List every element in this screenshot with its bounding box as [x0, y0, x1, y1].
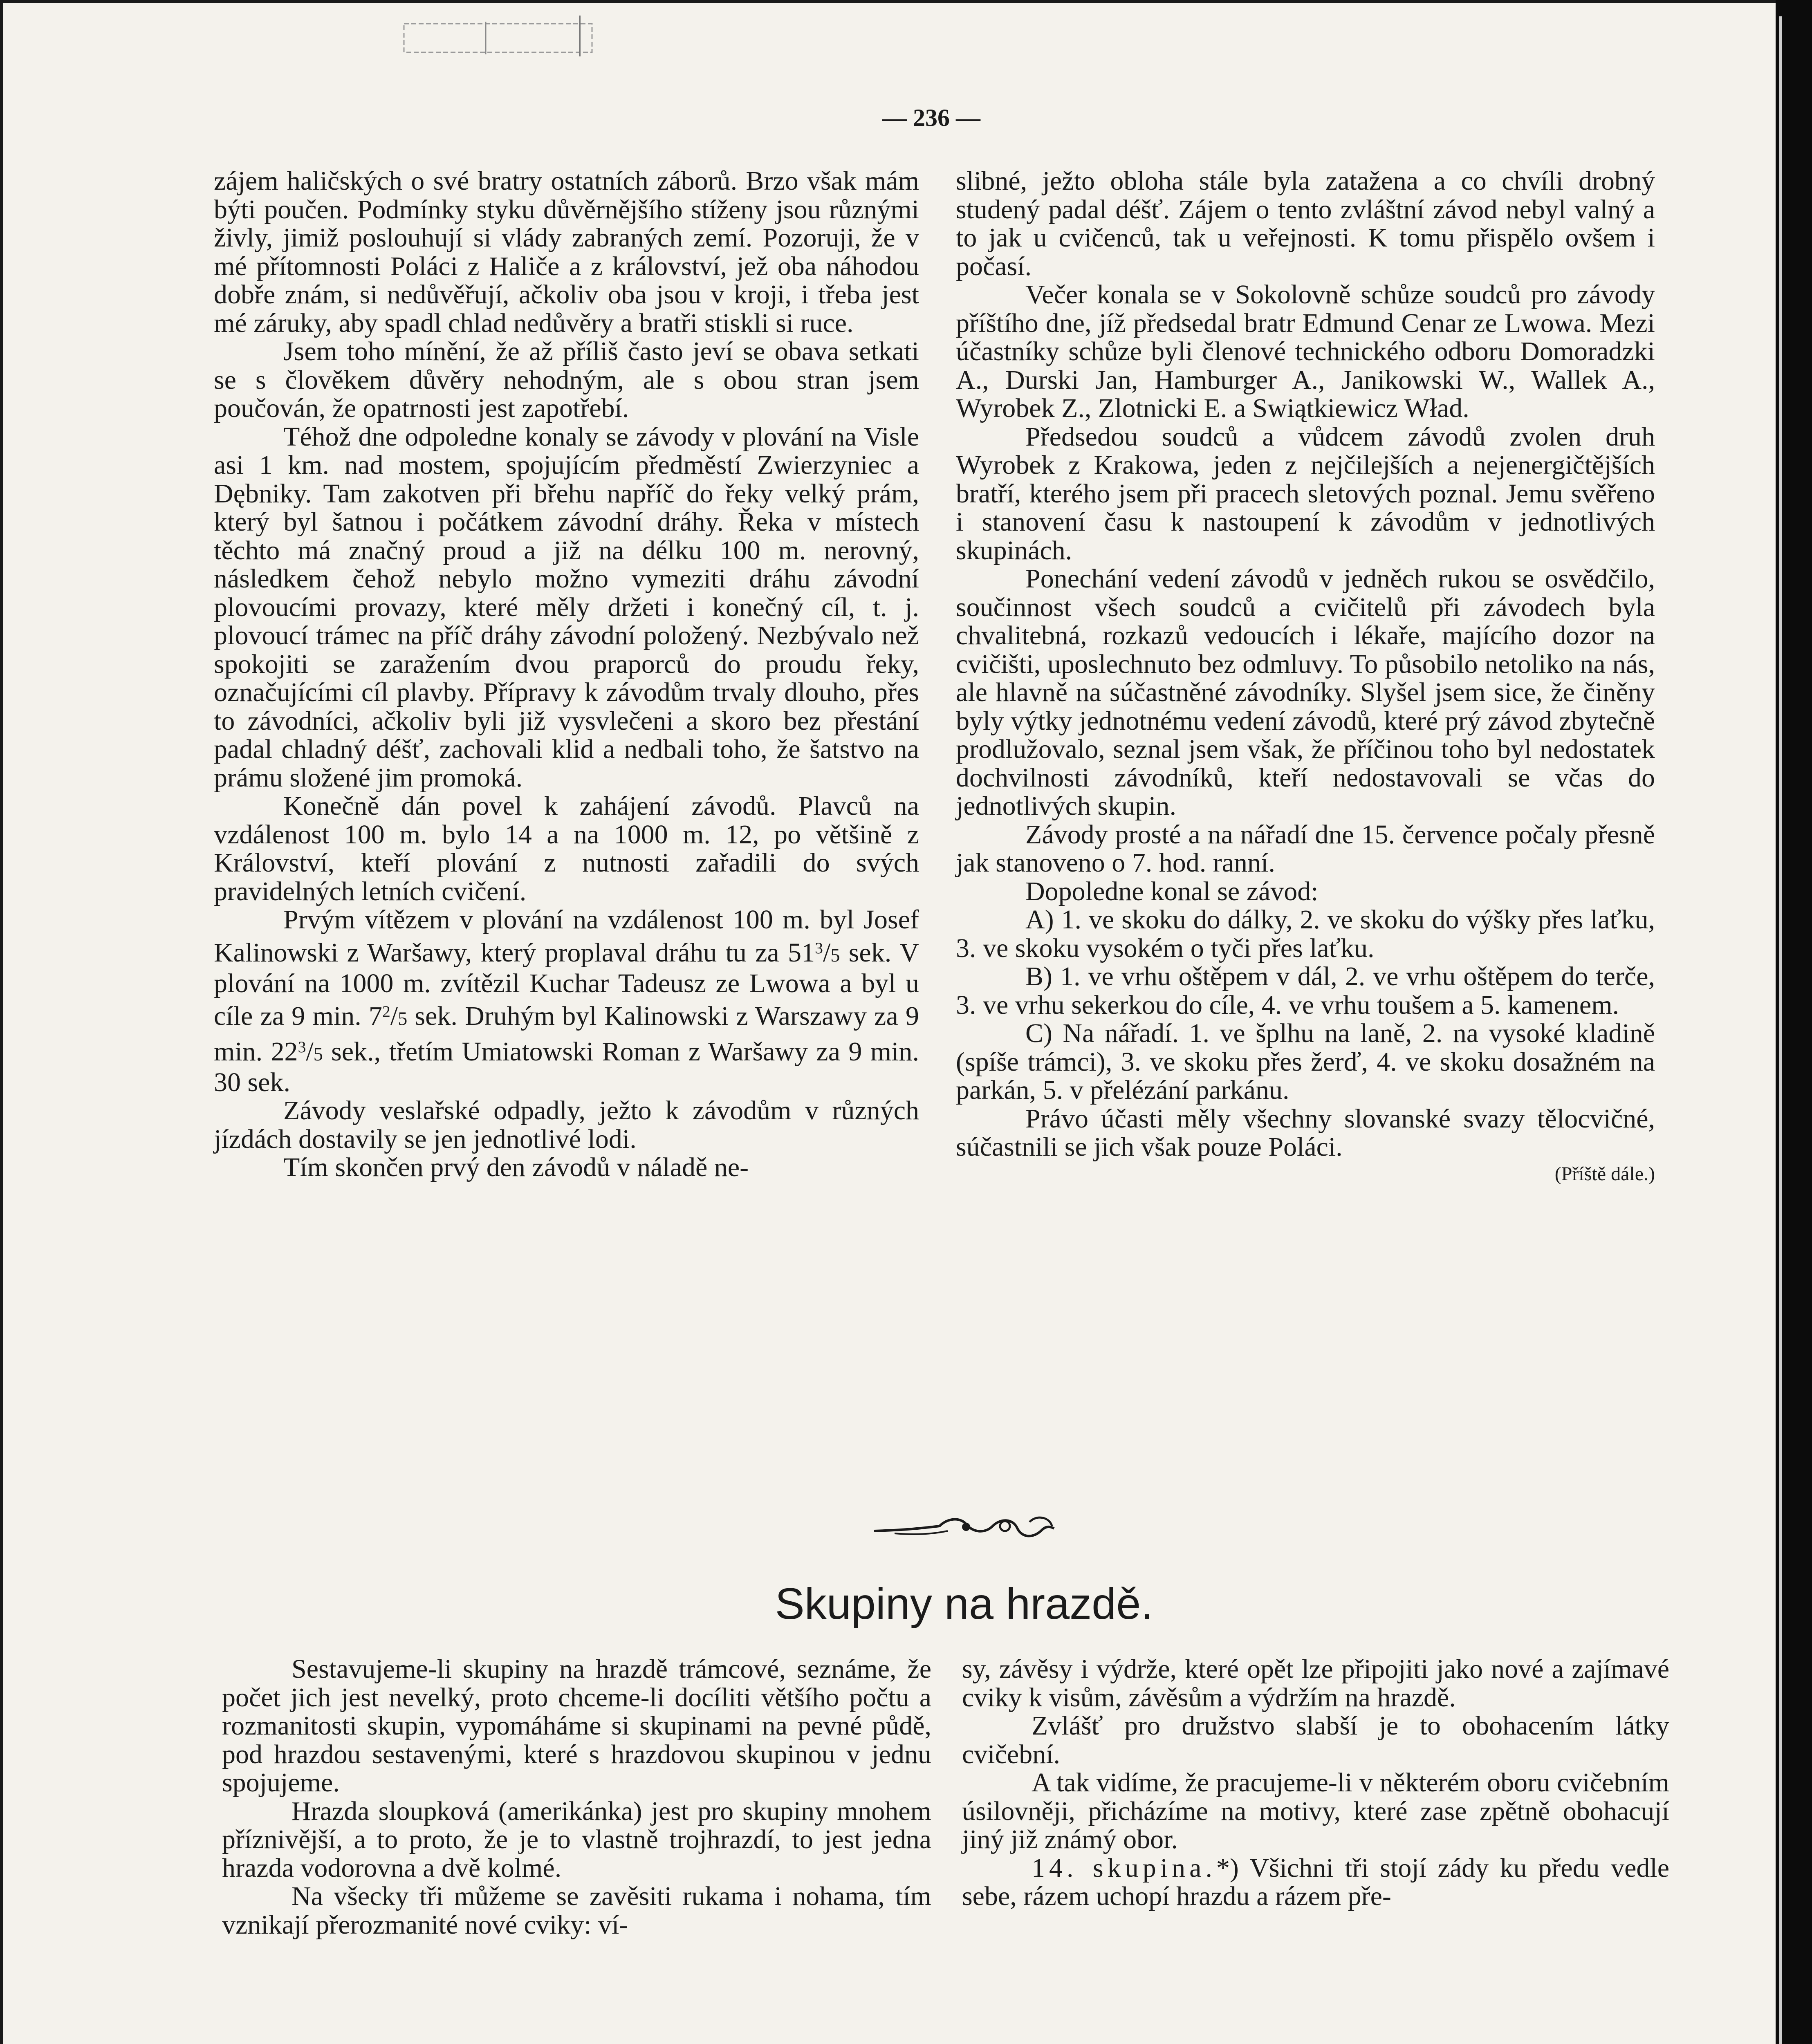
- paragraph: Sestavujeme-li skupiny na hrazdě trámcové, seznáme, že počet jich jest nevelký, proto chceme-li docíliti většího počtu a rozmanitosti skupin, vypomáháme si skupinami na pevné půdě, pod hrazdou sestavenými, které s hrazdovou skupinou v jednu spojujeme.: [222, 1654, 931, 1797]
- paragraph: Jsem toho mínění, že až příliš často jeví se obava setkati se s člověkem důvěry nehodným, ale s obou stran jsem poučován, že opatrnosti jest zapotřebí.: [214, 336, 919, 423]
- paragraph: Na všecky tři můžeme se zavěsiti rukama i nohama, tím vznikají přerozmanité nové cviky: ví-: [222, 1881, 931, 1940]
- paragraph: sy, závěsy i výdrže, které opět lze připojiti jako nové a zajímavé cviky k visům, závěsům a výdržím na hrazdě.: [962, 1654, 1669, 1712]
- paragraph: slibné, ježto obloha stále byla zatažena a co chvíli drobný studený padal déšť. Zájem o tento zvláštní závod nebyl valný a to jak u cvičenců, tak u veřejnosti. K tomu přispělo ovšem i počasí.: [956, 166, 1655, 281]
- paragraph: Závody veslařské odpadly, ježto k závodům v různých jízdách dostavily se jen jednotlivé lodi.: [214, 1096, 919, 1154]
- article1-left-column: [214, 167, 919, 1182]
- header-stamp-icon: [388, 11, 617, 61]
- paragraph: C) Na nářadí. 1. ve šplhu na laně, 2. na vysoké kladině (spíše trámci), 3. ve skoku přes žerď, 4. ve skoku dosažném na parkán, 5. v přelézání parkánu.: [956, 1018, 1655, 1105]
- paragraph-race-results: Prvým vítězem v plování na vzdálenost 100 m. byl Josef Kalinowski z Waršawy, který proplaval dráhu tu za $51^3/5$ sek. V plování na 1000 m. zvítězil Kuchar Tadeusz ze Lwowa a byl u cíle za 9 min. $7^2/5$ sek. Druhým byl Kalinowski z Warszawy za 9 min. $22^3/5$ sek., třetím Umiatowski Roman z Waršawy za 9 min. 30 sek.: [214, 905, 919, 1097]
- paragraph: Tím skončen prvý den závodů v náladě ne-: [283, 1152, 749, 1183]
- paragraph: A) 1. ve skoku do dálky, 2. ve skoku do výšky přes laťku, 3. ve skoku vysokém o tyči přes laťku.: [956, 905, 1655, 963]
- continued-note: (Příště dále.): [1554, 1163, 1655, 1185]
- paragraph: A tak vidíme, že pracujeme-li v některém oboru cvičebním úsilovněji, přicházíme na motivy, které zase zpětně obohacují jiný již známý obor.: [962, 1768, 1669, 1854]
- paragraph: Konečně dán povel k zahájení závodů. Plavců na vzdálenost 100 m. bylo 14 a na 1000 m. 12, po většině z Království, kteří plování z nutnosti zařadili do svých pravidelných letních cvičení.: [214, 791, 919, 906]
- paragraph: Téhož dne odpoledne konaly se závody v plování na Visle asi 1 km. nad mostem, spojujícím předměstí Zwierzyniec a Dębniky. Tam zakotven při břehu napříč do řeky velký prám, který byl šatnou i počátkem závodní dráhy. Řeka v místech těchto má značný proud a již na délku 100 m. nerovný, následkem čehož nebylo možno vymeziti dráhu závodní plovoucími provazy, které měly držeti i konečný cíl, t. j. plovoucí trámec na příč dráhy závodní položený. Nezbývalo než spokojiti se zaražením dvou praporců do proudu řeky, označujícími cíl plavby. Přípravy k závodům trvaly dlouho, přes to závodníci, ačkoliv byli již vysvlečeni a skoro bez přestání padal chladný déšť, zachovali klid a nedbali toho, že šatstvo na prámu složené jim promoká.: [214, 421, 919, 793]
- article2-right-column: [962, 1655, 1669, 1911]
- paragraph: Hrazda sloupková (amerikánka) jest pro skupiny mnohem příznivější, a to proto, že je to vlastně trojhrazdí, to jest jedna hrazda vodorovna a dvě kolmé.: [222, 1796, 931, 1883]
- paragraph: Ponechání vedení závodů v jedněch rukou se osvědčilo, součinnost všech soudců a cvičitelů při závodech byla chvalitebná, rozkazů vedoucích i lékaře, majícího dozor na cvičišti, uposlechnuto bez odmluvy. To působilo netoliko na nás, ale hlavně na súčastněné závodníky. Slyšel jsem sice, že činěny byly výtky jednotnému vedení závodů, které prý závod zbytečně prodlužovalo, seznal jsem však, že příčinou toho byl nedostatek dochvilnosti závodníků, kteří nedostavovali se včas do jednotlivých skupin.: [956, 564, 1655, 821]
- paragraph: zájem haličských o své bratry ostatních záborů. Brzo však mám býti poučen. Podmínky styku důvěrnějšího stíženy jsou různými živly, jimiž poslouhují si vlády zabraných zemí. Pozoruji, že v mé přítomnosti Poláci z Haliče a z království, jež oba náhodou dobře znám, si nedůvěřují, ačkoliv oba jsou v kroji, i třeba jest mé záruky, aby spadl chlad nedůvěry a bratři stiskli si ruce.: [214, 166, 919, 338]
- scan-edge-line: [1779, 16, 1782, 2044]
- paragraph: B) 1. ve vrhu oštěpem v dál, 2. ve vrhu oštěpem do terče, 3. ve vrhu sekerkou do cíle, 4. ve vrhu toušem a 5. kamenem.: [956, 961, 1655, 1020]
- paragraph: Právo účasti měly všechny slovanské svazy tělocvičné, súčastnili se jich však pouze Poláci.: [956, 1103, 1655, 1162]
- article-title: Skupiny na hrazdě.: [775, 1579, 1153, 1628]
- page-number: — 236 —: [882, 104, 980, 131]
- paragraph: Závody prosté a na nářadí dne 15. července počaly přesně jak stanoveno o 7. hod. ranní.: [956, 819, 1655, 878]
- article1-right-column: [956, 167, 1655, 1187]
- group-label: 14. skupina.: [1032, 1853, 1216, 1883]
- paragraph-group-14: 14. skupina.*) Všichni tři stojí zády ku předu vedle sebe, rázem uchopí hrazdu a rázem pře-: [962, 1853, 1669, 1911]
- article2-left-column: [222, 1655, 931, 1939]
- paragraph: Večer konala se v Sokolovně schůze soudců pro závody příštího dne, jíž předsedal bratr Edmund Cenar ze Lwowa. Mezi účastníky schůze byli členové technického odboru Domoradzki A., Durski Jan, Hamburger A., Janikowski W., Wallek A., Wyrobek Z., Zlotnicki E. a Swiątkiewicz Wład.: [956, 280, 1655, 423]
- paragraph: Předsedou soudců a vůdcem závodů zvolen druh Wyrobek z Krakowa, jeden z nejčilejších a nejenergičtějších bratří, kterého jsem při pracech sletových poznal. Jemu svěřeno i stanovení času k nastoupení k závodům v jednotlivých skupinách.: [956, 421, 1655, 565]
- paragraph: Zvlášť pro družstvo slabší je to obohacením látky cvičební.: [962, 1711, 1669, 1769]
- ornament-flourish-icon: [870, 1510, 1058, 1546]
- page: [3, 3, 1776, 2044]
- paragraph: Dopoledne konal se závod:: [1025, 876, 1319, 906]
